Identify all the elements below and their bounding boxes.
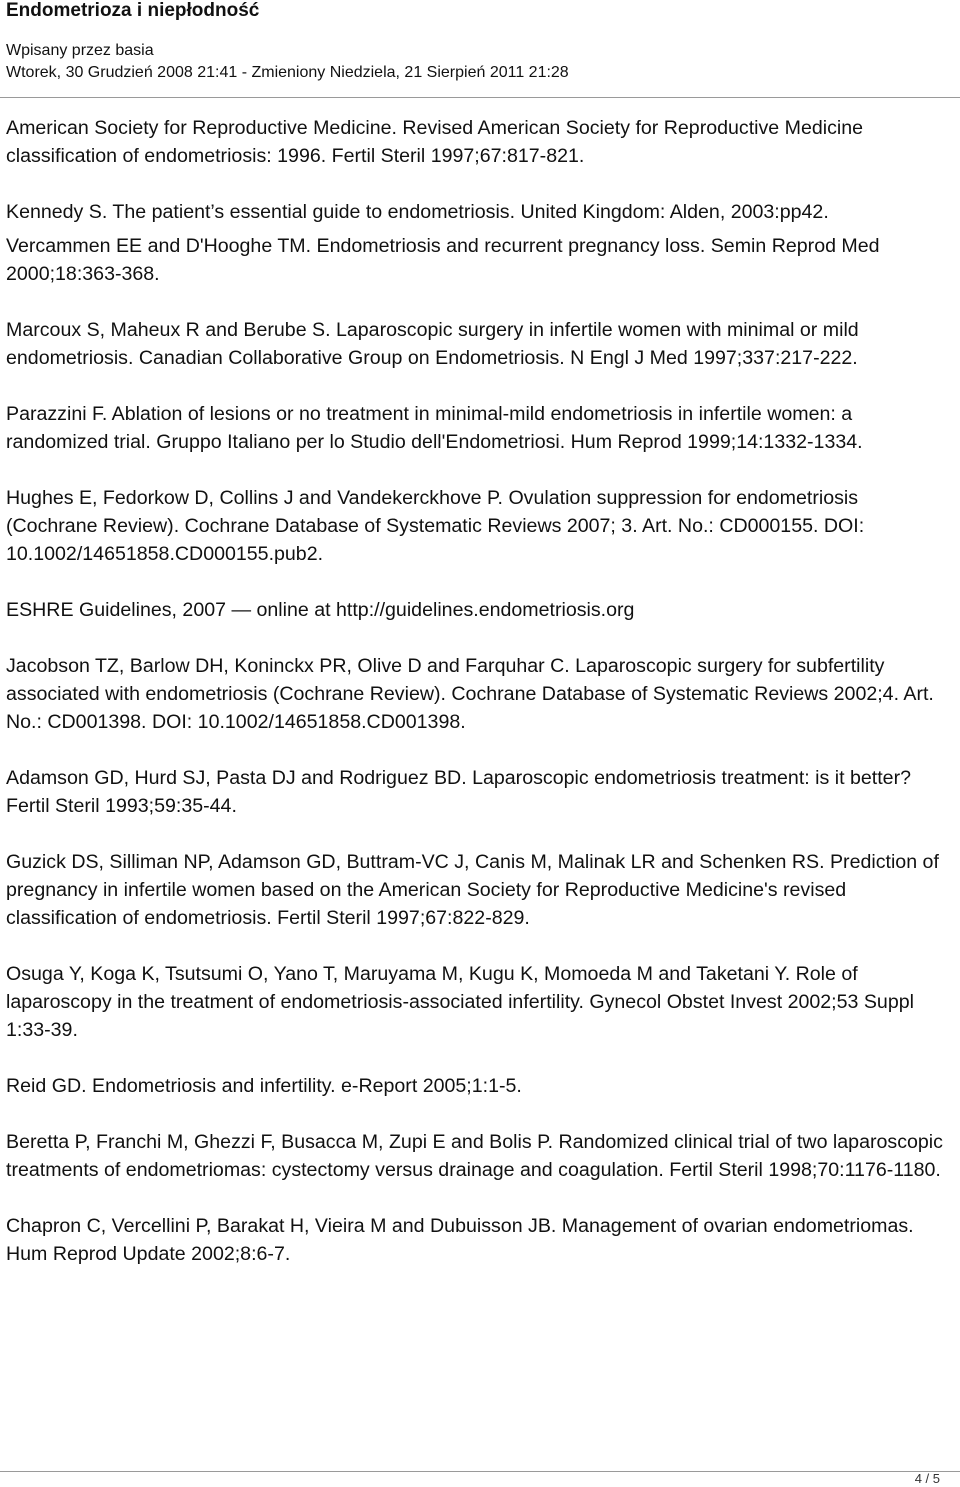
reference-item: Guzick DS, Silliman NP, Adamson GD, Buttram-VC J, Canis M, Malinak LR and Schenken RS. Prediction of pregnancy in infertile women based on the American Society for Reproductive Medicine's revised classification of endometriosis. Fertil Steril 1997;67:822-829. (6, 851, 939, 929)
header-divider (0, 97, 960, 98)
reference-item: Chapron C, Vercellini P, Barakat H, Vieira M and Dubuisson JB. Management of ovarian endometriomas. Hum Reprod Update 2002;8:6-7. (6, 1215, 914, 1265)
page-number: 4 / 5 (914, 1471, 940, 1486)
reference-item: ESHRE Guidelines, 2007 — online at http://guidelines.endometriosis.org (6, 599, 635, 621)
footer-divider (0, 1471, 960, 1472)
author-line: Wpisany przez basia (6, 42, 154, 59)
reference-item: Hughes E, Fedorkow D, Collins J and Vandekerckhove P. Ovulation suppression for endometriosis (Cochrane Review). Cochrane Database of Systematic Reviews 2007; 3. Art. No.: CD000155. DOI: 10.1002/14651858.CD000155.pub2. (6, 487, 865, 565)
reference-item: Reid GD. Endometriosis and infertility. e-Report 2005;1:1-5. (6, 1075, 522, 1097)
reference-item: Kennedy S. The patient’s essential guide to endometriosis. United Kingdom: Alden, 2003:pp42. (6, 201, 829, 223)
reference-item: Vercammen EE and D'Hooghe TM. Endometriosis and recurrent pregnancy loss. Semin Reprod Med 2000;18:363-368. (6, 235, 880, 285)
reference-item: Parazzini F. Ablation of lesions or no treatment in minimal-mild endometriosis in infertile women: a randomized trial. Gruppo Italiano per lo Studio dell'Endometriosi. Hum Reprod 1999;14:1332-1334. (6, 403, 863, 453)
reference-item: Beretta P, Franchi M, Ghezzi F, Busacca M, Zupi E and Bolis P. Randomized clinical trial of two laparoscopic treatments of endometriomas: cystectomy versus drainage and coagulation. Fertil Steril 1998;70:1176-1180. (6, 1131, 943, 1181)
date-line: Wtorek, 30 Grudzień 2008 21:41 - Zmieniony Niedziela, 21 Sierpień 2011 21:28 (6, 64, 569, 81)
reference-item: American Society for Reproductive Medicine. Revised American Society for Reproductive Medicine classification of endometriosis: 1996. Fertil Steril 1997;67:817-821. (6, 117, 864, 167)
reference-item: Osuga Y, Koga K, Tsutsumi O, Yano T, Maruyama M, Kugu K, Momoeda M and Taketani Y. Role of laparoscopy in the treatment of endometriosis-associated infertility. Gynecol Obstet Invest 2002;53 Suppl 1:33-39. (6, 963, 914, 1041)
page-header (6, 0, 954, 84)
reference-item: Jacobson TZ, Barlow DH, Koninckx PR, Olive D and Farquhar C. Laparoscopic surgery for subfertility associated with endometriosis (Cochrane Review). Cochrane Database of Systematic Reviews 2002;4. Art. No.: CD001398. DOI: 10.1002/14651858.CD001398. (6, 655, 934, 733)
reference-item: Marcoux S, Maheux R and Berube S. Laparoscopic surgery in infertile women with minimal or mild endometriosis. Canadian Collaborative Group on Endometriosis. N Engl J Med 1997;337:217-222. (6, 319, 859, 369)
page-title: Endometrioza i niepłodność (6, 0, 260, 21)
reference-list (6, 114, 954, 1296)
reference-item: Adamson GD, Hurd SJ, Pasta DJ and Rodriguez BD. Laparoscopic endometriosis treatment: is it better? Fertil Steril 1993;59:35-44. (6, 767, 911, 817)
